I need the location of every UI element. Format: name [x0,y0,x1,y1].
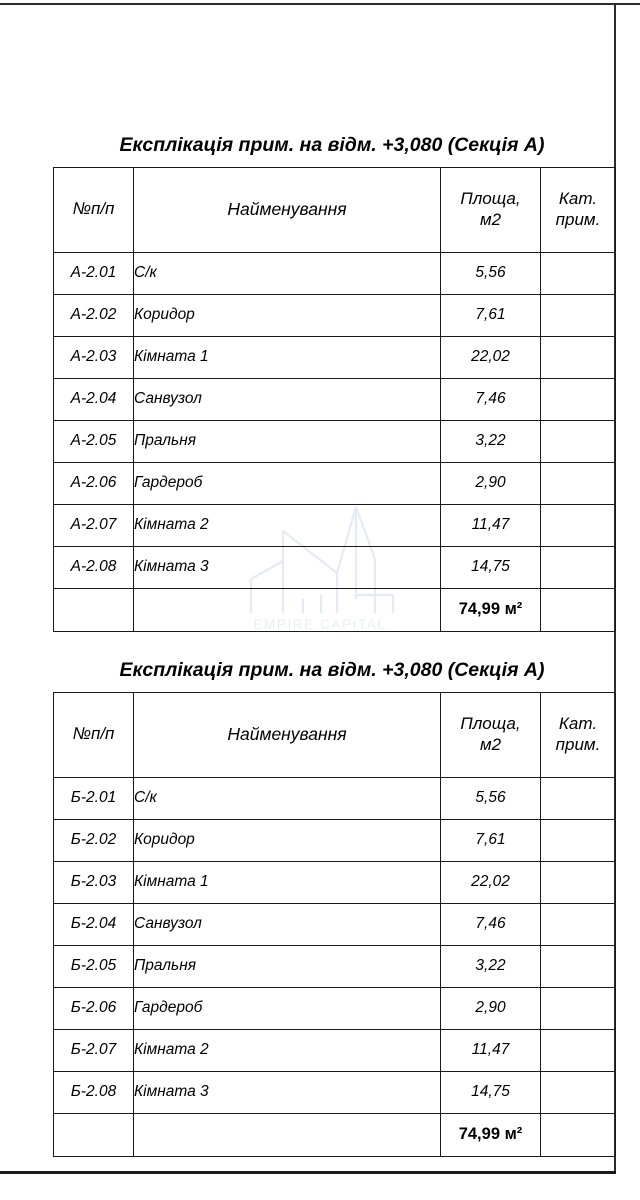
cell-name: Кімната 2 [134,1029,441,1071]
cell-number: Б-2.08 [54,1071,134,1113]
cell-name: Коридор [134,819,441,861]
column-header-name: Найменування [134,692,441,777]
column-header-name: Найменування [134,167,441,252]
total-area-value: 74,99 м² [441,588,541,631]
total-cell-category [541,588,616,631]
table-title-2: Експлікація прим. на відм. +3,080 (Секція А) [119,659,545,681]
column-header-number: №п/п [54,692,134,777]
table-header-row [54,692,616,777]
cell-category [541,945,616,987]
table-row [54,420,616,462]
cell-category [541,1071,616,1113]
exploitation-table-2 [53,692,616,1157]
table-row [54,252,616,294]
cell-name: Пральня [134,420,441,462]
table-row [54,336,616,378]
table-header-row [54,167,616,252]
cell-number: Б-2.07 [54,1029,134,1071]
table-row [54,1029,616,1071]
cell-area: 7,61 [441,294,541,336]
cell-category [541,462,616,504]
cell-category [541,1029,616,1071]
column-header-category-line1: Кат. [558,714,598,734]
cell-name: Кімната 2 [134,504,441,546]
cell-category [541,504,616,546]
exploitation-table-1 [53,167,616,632]
cell-area: 22,02 [441,336,541,378]
cell-area: 7,61 [441,819,541,861]
cell-category [541,378,616,420]
total-cell-category [541,1113,616,1156]
cell-name: Кімната 3 [134,1071,441,1113]
table-row [54,777,616,819]
cell-number: А-2.07 [54,504,134,546]
exploitation-table-block-2 [53,661,615,1157]
total-area-value: 74,99 м² [441,1113,541,1156]
cell-category [541,861,616,903]
cell-area: 3,22 [441,945,541,987]
cell-area: 7,46 [441,903,541,945]
column-header-category-line2: прим. [555,209,601,229]
table-row [54,945,616,987]
cell-area: 11,47 [441,504,541,546]
cell-area: 2,90 [441,987,541,1029]
cell-category [541,903,616,945]
table-row [54,819,616,861]
cell-number: Б-2.02 [54,819,134,861]
table-row [54,903,616,945]
cell-number: Б-2.03 [54,861,134,903]
table-total-row [54,1113,616,1156]
watermark-brand-text: EMPIRE CAPITAL [253,617,387,632]
column-header-category-line1: Кат. [558,189,598,209]
table-row [54,546,616,588]
cell-area: 3,22 [441,420,541,462]
cell-name: Коридор [134,294,441,336]
cell-number: А-2.03 [54,336,134,378]
table-header-1 [54,167,616,252]
cell-name: Санвузол [134,903,441,945]
table-total-row [54,588,616,631]
cell-area: 11,47 [441,1029,541,1071]
table-body-2 [54,777,616,1156]
cell-number: Б-2.01 [54,777,134,819]
column-header-area [441,167,541,252]
cell-number: Б-2.06 [54,987,134,1029]
cell-category [541,336,616,378]
total-cell-number [54,588,134,631]
column-header-category [541,692,616,777]
total-cell-number [54,1113,134,1156]
cell-number: Б-2.05 [54,945,134,987]
table-row [54,294,616,336]
cell-number: А-2.06 [54,462,134,504]
cell-area: 2,90 [441,462,541,504]
cell-area: 14,75 [441,1071,541,1113]
cell-category [541,546,616,588]
page-border-top [0,3,640,5]
table-row [54,504,616,546]
cell-name: С/к [134,777,441,819]
column-header-category [541,167,616,252]
page-border-bottom [0,1171,616,1174]
column-header-number: №п/п [54,167,134,252]
cell-category [541,252,616,294]
cell-number: А-2.01 [54,252,134,294]
table-header-2 [54,692,616,777]
cell-name: Пральня [134,945,441,987]
column-header-area-line1: Площа, [460,714,521,734]
cell-name: Санвузол [134,378,441,420]
cell-name: Гардероб [134,987,441,1029]
total-cell-name [134,588,441,631]
column-header-area-line1: Площа, [460,189,521,209]
cell-category [541,294,616,336]
cell-category [541,777,616,819]
cell-number: А-2.08 [54,546,134,588]
column-header-category-line2: прим. [555,734,601,754]
cell-category [541,819,616,861]
table-row [54,1071,616,1113]
table-row [54,987,616,1029]
cell-area: 5,56 [441,252,541,294]
exploitation-table-block-1 [53,136,615,632]
table-row [54,861,616,903]
column-header-area-line2: м2 [479,734,502,754]
cell-name: Гардероб [134,462,441,504]
cell-area: 22,02 [441,861,541,903]
cell-name: Кімната 3 [134,546,441,588]
total-cell-name [134,1113,441,1156]
cell-area: 5,56 [441,777,541,819]
cell-category [541,420,616,462]
table-title-1: Експлікація прим. на відм. +3,080 (Секція А) [119,134,545,156]
cell-number: А-2.02 [54,294,134,336]
cell-area: 7,46 [441,378,541,420]
cell-number: А-2.04 [54,378,134,420]
cell-name: С/к [134,252,441,294]
cell-number: Б-2.04 [54,903,134,945]
cell-area: 14,75 [441,546,541,588]
cell-category [541,987,616,1029]
cell-name: Кімната 1 [134,336,441,378]
column-header-area-line2: м2 [479,209,502,229]
cell-name: Кімната 1 [134,861,441,903]
table-row [54,462,616,504]
column-header-area [441,692,541,777]
table-body-1 [54,252,616,631]
cell-number: А-2.05 [54,420,134,462]
table-row [54,378,616,420]
